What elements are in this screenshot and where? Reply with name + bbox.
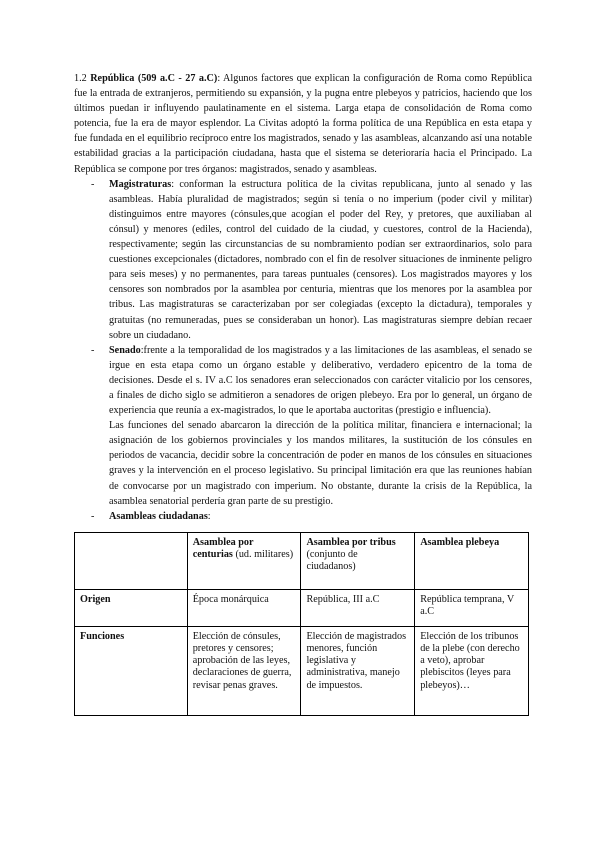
text-senado-functions: Las funciones del senado abarcaron la dirección de la política militar, financiera e internacional; la asignación de los gobiernos provinciales y los mandos militares, la sustitución de los cónsules en periodos de vacancia, decidir sobre la concentración de poder en manos de los cónsules en situaciones graves y la intervención en el proceso legislativo. Su principal limitación era que las reuniones habían de convocarse por un magistrado con imperium. No obstante, durante la crisis de la República, la asamblea senatorial perdería gran parte de su prestigio. bbox=[109, 420, 532, 507]
table-cell: Época monárquica bbox=[187, 589, 301, 626]
list-item-magistraturas bbox=[74, 177, 532, 343]
term-senado: Senado bbox=[109, 344, 141, 356]
table-header-row bbox=[75, 532, 529, 589]
text-magistraturas: : conforman la estructura política de la civitas republicana, junto al senado y las asambleas. Había pluralidad de magistrados; según si tenía o no imperium (poder civil y militar) distinguimos entre mayores (cónsules,que acogían el poder del Rey, y pretores, que auxiliaban al cónsul) y menores (ediles, control del cuidado de la ciudad, y cuestores, control de la Hacienda), respectivamente; según las circunstancias de su nombramiento podían ser extraordinarios, solo para cuestiones excepcionales (dictadores, nombrado con el fin de resolver situaciones de inminente peligro para seis meses) y no permanentes, para tareas puntuales (censores). Los magistrados mayores y los censores son nombrados por la asamblea por centuria, mientras que los menores por la asamblea por tribus. Las magistraturas se caracterizaban por ser colegiadas (excepto la dictadura), temporales y gratuitas (no remuneradas, pues se consideraban un honor). Las magistraturas siempre debían recaer sobre un ciudadano. bbox=[109, 178, 532, 341]
section-intro bbox=[74, 71, 532, 177]
row-label-origen: Origen bbox=[75, 589, 188, 626]
header-plebeya: Asamblea plebeya bbox=[415, 532, 529, 589]
table-cell: República, III a.C bbox=[301, 589, 415, 626]
text-senado: :frente a la temporalidad de los magistrados y a las limitaciones de las asambleas, el senado se irgue en esta etapa como un órgano estable y deliberativo, verdadero epicentro de la toma de decisiones. Desde el s. IV a.C los senadores eran seleccionados con carácter vitalicio por los censores, a finales de dicho siglo se admitieron a senadores de origen plebeyo. Era por lo general, un órgano de experiencia que reunía a ex-magistrados, lo que le aportaba auctoritas (prestigio e influencia). bbox=[109, 344, 532, 417]
list-dash: - bbox=[91, 344, 95, 356]
table-cell: Elección de los tribunos de la plebe (con derecho a veto), aprobar plebiscitos (leyes para plebeyos)… bbox=[415, 626, 529, 715]
term-magistraturas: Magistraturas bbox=[109, 178, 172, 190]
assemblies-table bbox=[74, 532, 529, 716]
organs-list bbox=[74, 177, 532, 524]
list-item-senado bbox=[74, 343, 532, 509]
row-label-funciones: Funciones bbox=[75, 626, 188, 715]
term-asambleas: Asambleas ciudadanas bbox=[109, 510, 208, 522]
list-item-asambleas bbox=[74, 509, 532, 524]
list-dash: - bbox=[91, 178, 95, 190]
section-title: República (509 a.C - 27 a.C) bbox=[90, 73, 218, 84]
header-centurias: Asamblea por centurias (ud. militares) bbox=[187, 532, 301, 589]
section-number: 1.2 bbox=[74, 73, 87, 84]
table-cell: República temprana, V a.C bbox=[415, 589, 529, 626]
text-asambleas: : bbox=[207, 510, 211, 522]
header-tribus: Asamblea por tribus (conjunto de ciudadanos) bbox=[301, 532, 415, 589]
table-row bbox=[75, 626, 529, 715]
section-intro-text: : Algunos factores que explican la configuración de Roma como República fue la entrada de extranjeros, permitiendo su expansión, y la pugna entre plebeyos y patricios, haciendo que los últimos puedan ir influyendo paulatinamente en el sistema. Larga etapa de consolidación de Roma como potencia, fue la era de mayor esplendor. La Civitas adoptó la forma política de una República en esta etapa y fue fundada en el equilibrio recíproco entre los magistrados, senado y las asambleas, alcanzando así una notable estabilidad gracias a la participación ciudadana, hasta que el sistema se deterioraría hacia el Principado. La República se compone por tres órganos: magistrados, senado y asambleas. bbox=[74, 73, 533, 175]
list-dash: - bbox=[91, 510, 95, 522]
table-corner-cell bbox=[75, 532, 188, 589]
table-cell: Elección de cónsules, pretores y censores; aprobación de las leyes, declaraciones de guerra, revisar penas graves. bbox=[187, 626, 301, 715]
table-cell: Elección de magistrados menores, función legislativa y administrativa, manejo de impuestos. bbox=[301, 626, 415, 715]
table-row bbox=[75, 589, 529, 626]
